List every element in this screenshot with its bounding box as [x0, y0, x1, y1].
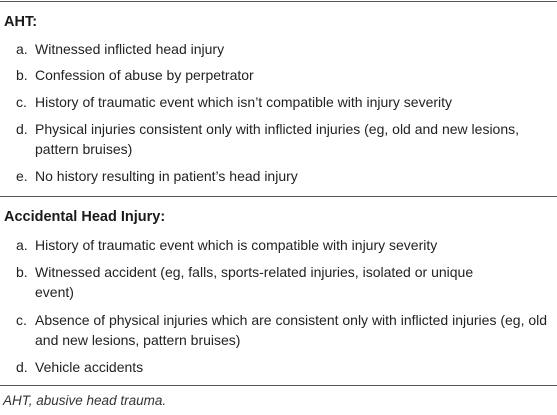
list-item-marker: d.	[16, 359, 28, 375]
table-top-rule	[0, 1, 557, 2]
list-item-accidental-b	[16, 262, 551, 302]
list-item-marker: a.	[16, 41, 28, 57]
list-item-text: Confession of abuse by perpetrator	[35, 67, 254, 83]
list-item-aht-e	[16, 166, 551, 186]
list-item-text: History of traumatic event which is compatible with injury severity	[35, 237, 438, 253]
list-item-aht-a	[16, 39, 551, 59]
list-item-marker: c.	[16, 312, 27, 328]
section-heading-aht: AHT:	[4, 14, 38, 30]
list-item-accidental-a	[16, 235, 551, 255]
list-item-aht-d	[16, 119, 551, 159]
list-item-marker: b.	[16, 67, 28, 83]
list-item-text: Vehicle accidents	[35, 359, 144, 375]
list-item-marker: c.	[16, 94, 27, 110]
list-item-text: Physical injuries consistent only with inflicted injuries (eg, old and new lesions, pattern bruises)	[35, 121, 520, 157]
table-bottom-rule	[0, 385, 557, 386]
list-item-text: Absence of physical injuries which are consistent only with inflicted injuries (eg, old and new lesions, pattern bruises)	[35, 312, 548, 348]
list-item-aht-c	[16, 92, 551, 112]
list-item-accidental-c	[16, 310, 551, 350]
list-item-text: Witnessed accident (eg, falls, sports-related injuries, isolated or unique event)	[35, 264, 474, 300]
list-item-accidental-d	[16, 357, 551, 377]
list-item-text: No history resulting in patient’s head injury	[35, 168, 298, 184]
table-footnote: AHT, abusive head trauma.	[3, 393, 167, 408]
section-heading-accidental: Accidental Head Injury:	[4, 209, 166, 225]
list-item-marker: a.	[16, 237, 28, 253]
list-item-text: History of traumatic event which isn’t compatible with injury severity	[35, 94, 453, 110]
list-item-marker: e.	[16, 168, 28, 184]
list-item-marker: b.	[16, 264, 28, 280]
list-item-marker: d.	[16, 121, 28, 137]
list-item-aht-b	[16, 65, 551, 85]
section-divider-rule	[0, 196, 557, 197]
list-item-text: Witnessed inflicted head injury	[35, 41, 225, 57]
